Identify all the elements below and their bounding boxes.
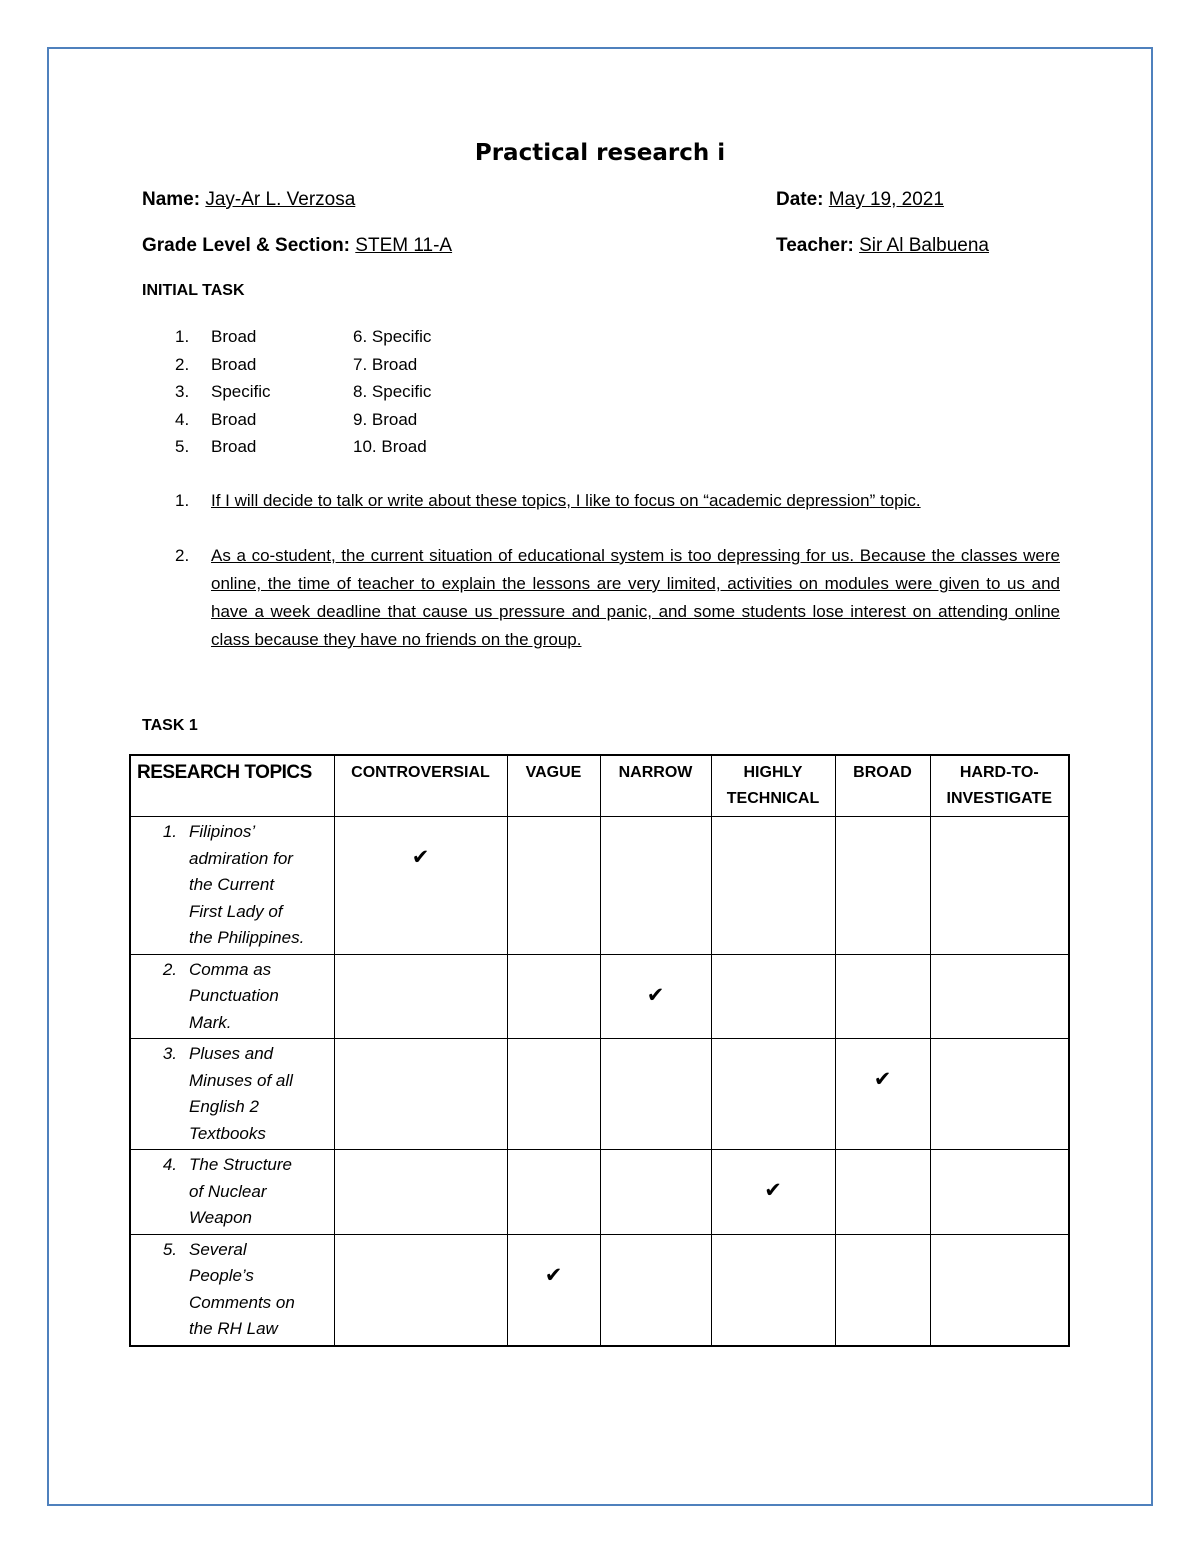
topic-text: Comma as Punctuation Mark.: [189, 959, 279, 1032]
criteria-cell: [334, 1150, 507, 1235]
answer-left: Broad: [211, 327, 257, 346]
criteria-cell: [507, 954, 600, 1039]
paragraph-text: As a co-student, the current situation of educational system is too depressing for us. Because the classes were online, the time of teacher to explain the lessons are very limited, activities on modules were given to us and have a week deadline that cause us pressure and panic, and some students lose interest on attending online class because they have no friends on the group.: [211, 546, 1060, 649]
answer-right: 7. Broad: [353, 354, 418, 374]
answer-row: [175, 378, 431, 406]
checkmark-icon: ✔: [646, 983, 665, 1007]
answer-row: [175, 433, 431, 461]
criteria-cell: [600, 1150, 711, 1235]
criteria-cell: [334, 1234, 507, 1346]
answer-number: 1.: [175, 327, 190, 346]
checkmark-icon: ✔: [411, 846, 430, 869]
criteria-cell: [835, 817, 930, 955]
paragraph-2: [175, 542, 1060, 654]
criteria-cell: [711, 1150, 835, 1235]
column-header: HARD-TO-INVESTIGATE: [930, 755, 1069, 817]
answer-left: Specific: [211, 382, 271, 402]
grade-label: Grade Level & Section:: [142, 235, 351, 256]
answer-list: [175, 323, 431, 461]
criteria-cell: [711, 1039, 835, 1150]
topic-cell: [130, 954, 334, 1039]
date-field: [776, 189, 944, 211]
paragraph-number: 2.: [175, 546, 190, 565]
criteria-cell: [835, 1150, 930, 1235]
answer-number: 5.: [175, 437, 190, 457]
checkmark-icon: ✔: [873, 1068, 892, 1091]
answer-left: Broad: [211, 409, 257, 429]
table-row: [130, 817, 1069, 955]
criteria-cell: [334, 1039, 507, 1150]
answer-right: 9. Broad: [353, 409, 418, 429]
criteria-cell: [600, 1039, 711, 1150]
criteria-cell: [507, 817, 600, 955]
task1-heading: TASK 1: [142, 717, 198, 734]
paragraph-1: [175, 487, 1060, 515]
answer-row: [175, 406, 431, 434]
criteria-cell: [507, 1234, 600, 1346]
answer-right: 10. Broad: [353, 437, 427, 457]
topic-cell: [130, 1150, 334, 1235]
answer-number: 4.: [175, 409, 190, 429]
topic-cell: [130, 817, 334, 955]
criteria-cell: [835, 1039, 930, 1150]
topic-text: Pluses and Minuses of all English 2 Textbooks: [189, 1044, 293, 1143]
criteria-cell: [600, 817, 711, 955]
topic-number: 2.: [162, 959, 177, 979]
criteria-cell: [507, 1039, 600, 1150]
criteria-cell: [930, 1150, 1069, 1235]
answer-right: 6. Specific: [353, 327, 432, 346]
checkmark-icon: ✔: [544, 1263, 563, 1287]
criteria-cell: [334, 954, 507, 1039]
answer-row: [175, 323, 431, 351]
answer-left: Broad: [211, 437, 257, 457]
date-value: May 19, 2021: [828, 189, 944, 210]
column-header: BROAD: [835, 755, 930, 817]
column-header: VAGUE: [507, 755, 600, 817]
table-row: [130, 1234, 1069, 1346]
criteria-cell: [711, 954, 835, 1039]
topic-number: 3.: [162, 1044, 177, 1063]
topic-cell: [130, 1039, 334, 1150]
answer-left: Broad: [211, 354, 257, 374]
answer-number: 3.: [175, 382, 190, 402]
criteria-cell: [600, 954, 711, 1039]
table-row: [130, 954, 1069, 1039]
criteria-cell: [930, 1039, 1069, 1150]
answer-number: 2.: [175, 354, 190, 374]
date-label: Date:: [776, 189, 824, 210]
page-title: Practical research i: [474, 140, 726, 166]
table-row: [130, 1150, 1069, 1235]
criteria-cell: [711, 817, 835, 955]
task1-table: [129, 754, 1070, 1347]
paragraph-number: 1.: [175, 491, 190, 510]
criteria-cell: [600, 1234, 711, 1346]
criteria-cell: [835, 1234, 930, 1346]
teacher-label: Teacher:: [776, 235, 854, 256]
name-label: Name:: [142, 189, 201, 210]
criteria-cell: [711, 1234, 835, 1346]
topic-text: The Structure of Nuclear Weapon: [189, 1155, 292, 1227]
grade-value: STEM 11-A: [355, 235, 453, 256]
criteria-cell: [930, 817, 1069, 955]
grade-field: [142, 235, 452, 257]
criteria-cell: [507, 1150, 600, 1235]
column-header: CONTROVERSIAL: [334, 755, 507, 817]
criteria-cell: [835, 954, 930, 1039]
table-header-row: [130, 755, 1069, 817]
column-header: RESEARCH TOPICS: [130, 755, 334, 817]
criteria-cell: [334, 817, 507, 955]
column-header: HIGHLY TECHNICAL: [711, 755, 835, 817]
criteria-cell: [930, 954, 1069, 1039]
answer-right: 8. Specific: [353, 382, 432, 402]
topic-text: Filipinos’ admiration for the Current First Lady of the Philippines.: [189, 822, 305, 947]
topic-number: 4.: [162, 1155, 177, 1174]
topic-text: Several People’s Comments on the RH Law: [189, 1239, 295, 1338]
initial-task-heading: INITIAL TASK: [142, 282, 245, 299]
topic-number: 1.: [162, 822, 177, 841]
answer-row: [175, 351, 431, 379]
criteria-cell: [930, 1234, 1069, 1346]
paragraph-text: If I will decide to talk or write about these topics, I like to focus on “academic depression” topic.: [211, 491, 921, 510]
name-value: Jay-Ar L. Verzosa: [205, 189, 356, 210]
topic-number: 5.: [162, 1239, 177, 1259]
table-row: [130, 1039, 1069, 1150]
teacher-field: [776, 235, 989, 257]
checkmark-icon: ✔: [764, 1179, 782, 1202]
teacher-value: Sir Al Balbuena: [859, 235, 989, 256]
column-header: NARROW: [600, 755, 711, 817]
topic-cell: [130, 1234, 334, 1346]
name-field: [142, 189, 355, 211]
